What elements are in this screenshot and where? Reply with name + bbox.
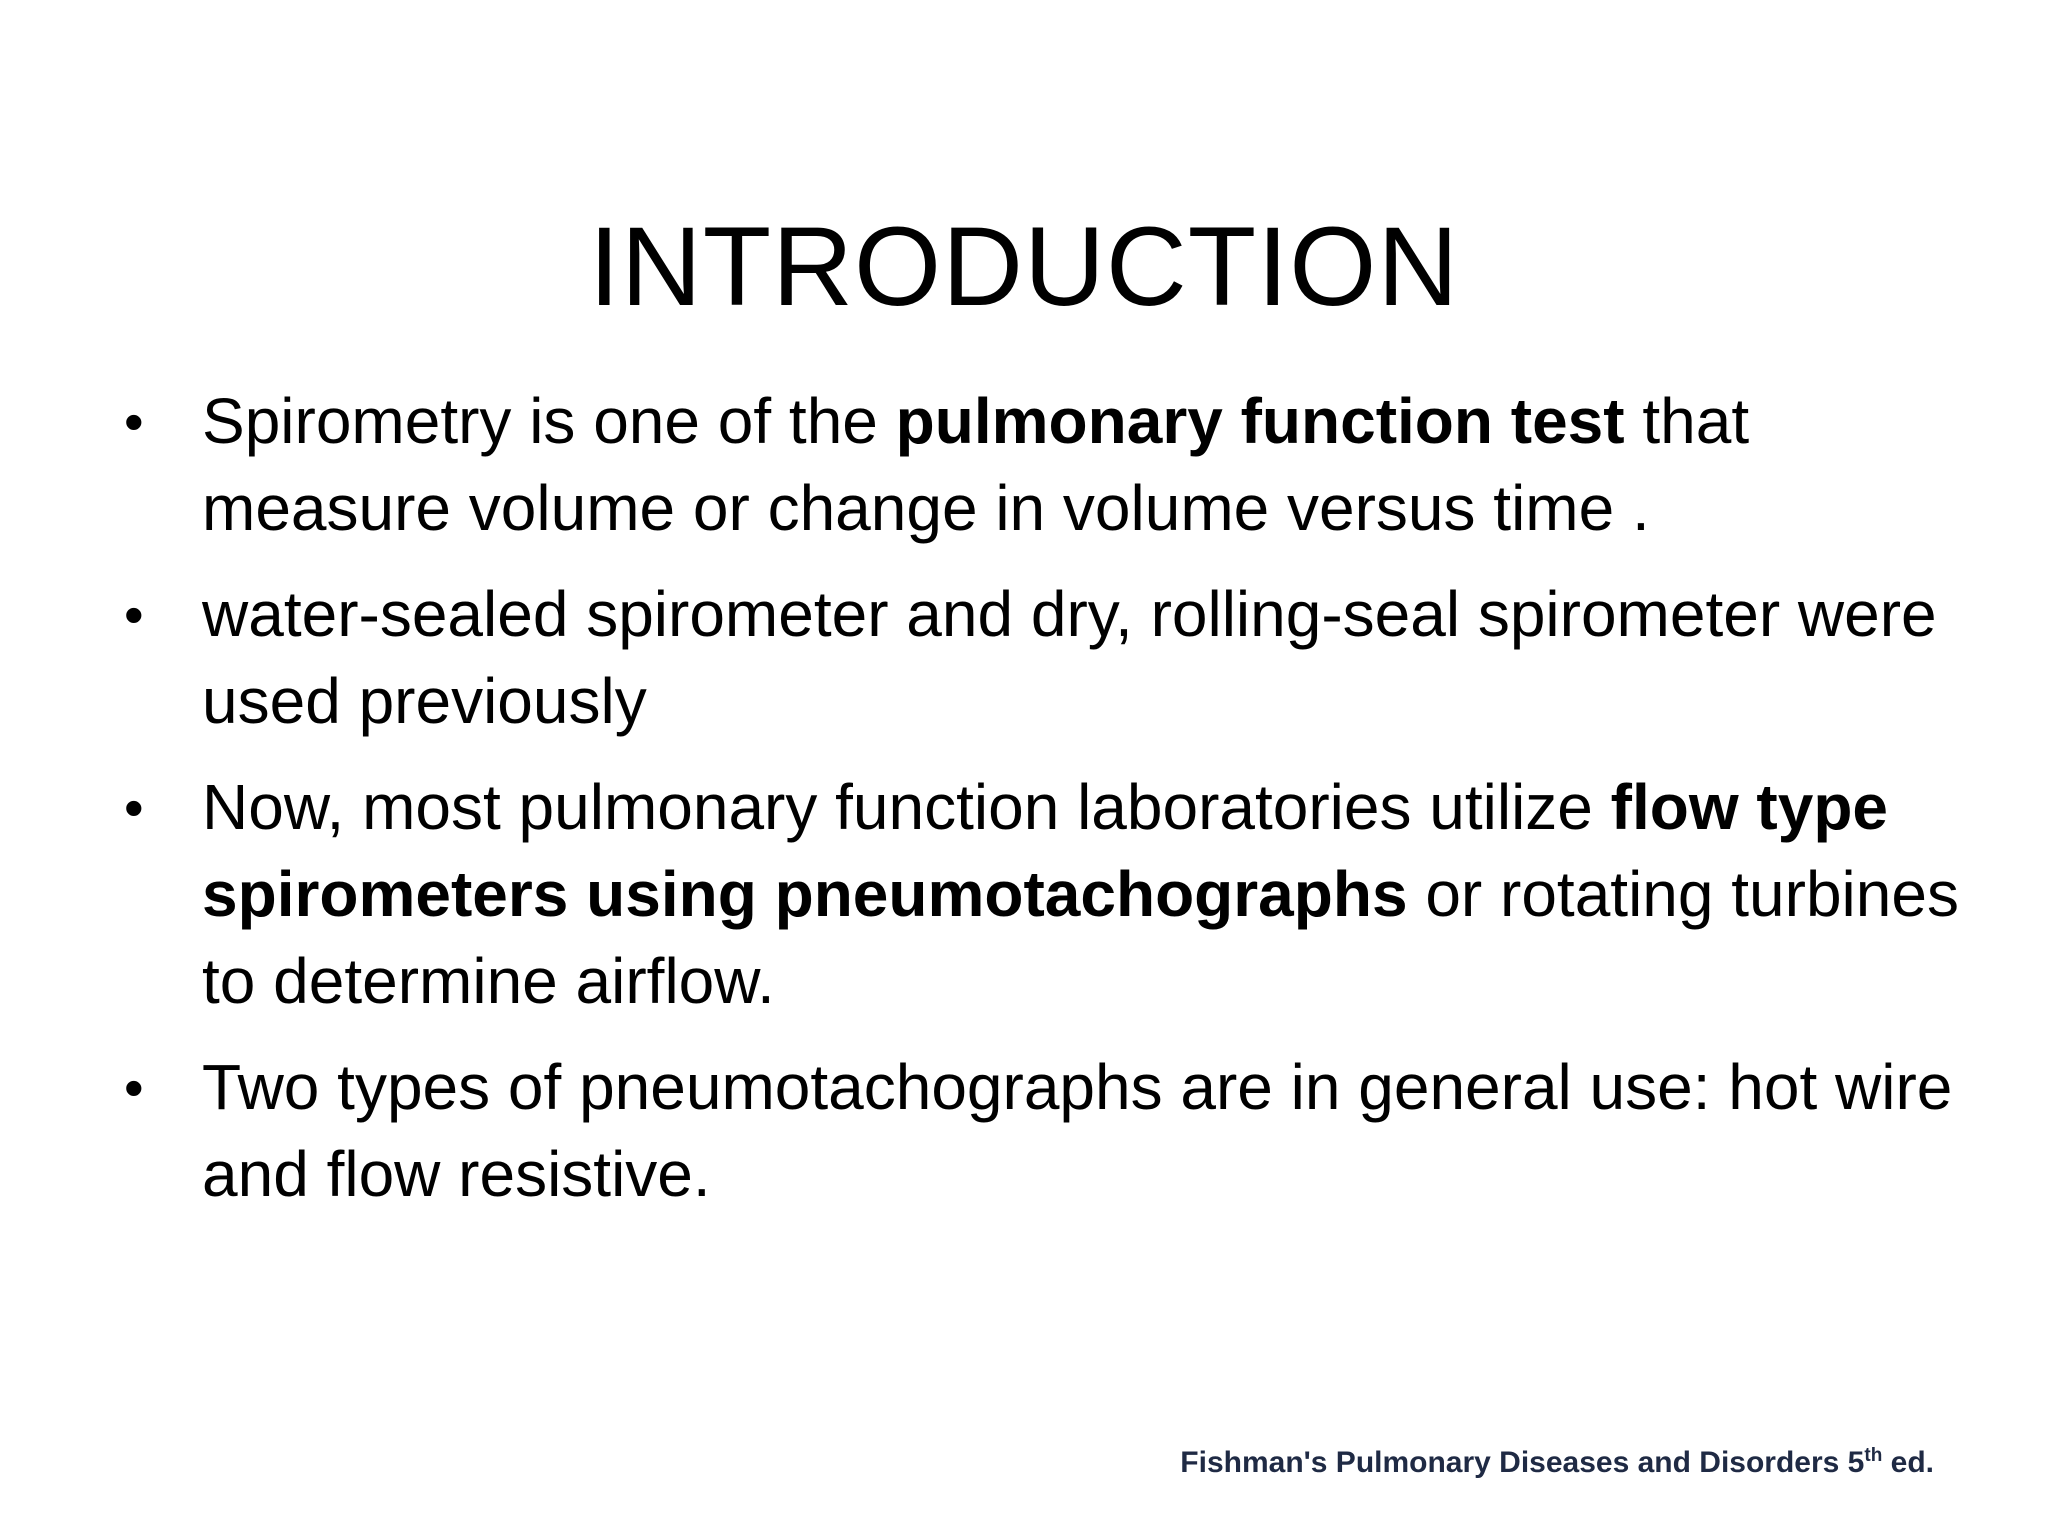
bullet-text: or rotating turbines to determine airflow. bbox=[202, 858, 1959, 1017]
bullet-marker: • bbox=[124, 1056, 144, 1119]
bullet-text: Two types of pneumotachographs are in general use: hot wire and flow resistive. bbox=[202, 1051, 1953, 1210]
bullet-item-4 bbox=[110, 1044, 1970, 1218]
bullet-bold-text: pulmonary function test bbox=[895, 385, 1625, 457]
citation-superscript: th bbox=[1864, 1445, 1883, 1466]
citation-text: Fishman's Pulmonary Diseases and Disorders 5 bbox=[1180, 1446, 1865, 1479]
slide-title: INTRODUCTION bbox=[588, 204, 1460, 330]
bullet-marker: • bbox=[124, 776, 144, 839]
bullet-marker: • bbox=[124, 390, 144, 453]
bullet-text: Spirometry is one of the bbox=[202, 385, 896, 457]
citation-suffix: ed. bbox=[1882, 1446, 1934, 1479]
bullet-item-1 bbox=[110, 378, 1970, 552]
bullet-bold-text: flow type spirometers using pneumotachographs bbox=[202, 771, 1888, 930]
bullet-item-2 bbox=[110, 571, 1970, 745]
bullet-list bbox=[110, 378, 1970, 1237]
bullet-text: Now, most pulmonary function laboratories utilize bbox=[202, 771, 1611, 843]
bullet-item-3 bbox=[110, 764, 1970, 1025]
bullet-text: that measure volume or change in volume versus time . bbox=[202, 385, 1750, 544]
bullet-marker: • bbox=[124, 583, 144, 646]
citation-footnote bbox=[1180, 1446, 1934, 1480]
bullet-text: water-sealed spirometer and dry, rolling-seal spirometer were used previously bbox=[202, 578, 1937, 737]
